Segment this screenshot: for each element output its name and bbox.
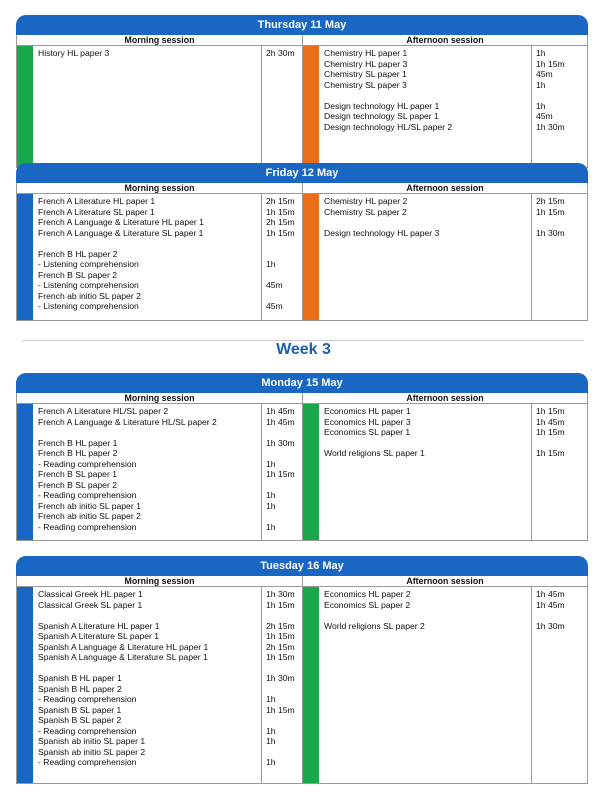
exam-list [319,404,587,540]
session-color-bar [17,587,33,783]
week-title: Week 3 [276,341,331,358]
exam-duration: 1h [266,757,276,767]
exam-row [319,207,587,218]
session-title: Afternoon session [303,35,587,46]
exam-name: French B SL paper 1 [38,469,117,479]
exam-name: Spanish A Literature HL paper 1 [38,620,160,631]
exam-list [319,587,587,783]
exam-name: Spanish B SL paper 2 [38,715,122,725]
exam-duration: 1h 15m [266,652,295,662]
day-table [16,35,588,168]
exam-name: French A Language & Literature HL/SL paper 2 [38,416,217,427]
day-block-friday [16,163,588,321]
exam-name: Spanish A Language & Literature SL paper 1 [38,652,208,662]
session-color-bar [17,46,33,167]
day-table [16,393,588,541]
exam-list [33,194,302,320]
exam-row [319,101,587,112]
exam-row [319,59,587,70]
exam-name: French A Literature HL paper 1 [38,196,156,206]
day-header: Monday 15 May [16,373,588,393]
exam-duration: 1h 15m [266,206,295,217]
exam-name: Spanish B SL paper 1 [38,704,122,715]
exam-duration: 1h [266,458,276,469]
exam-name: Design technology HL paper 1 [324,100,440,111]
exam-name: Classical Greek HL paper 1 [38,589,143,599]
spacer-row [319,610,587,621]
exam-row [319,448,587,459]
exam-duration: 1h 30m [536,121,565,132]
exam-duration: 1h 30m [536,227,565,238]
exam-name: French B SL paper 2 [38,269,117,280]
day-table [16,576,588,784]
exam-name: - Reading comprehension [38,490,137,500]
exam-row [319,48,587,59]
exam-duration: 1h [266,521,276,532]
morning-session [17,393,302,540]
exam-name [33,427,261,438]
exam-duration: 1h 30m [536,620,565,631]
exam-name: Chemistry SL paper 3 [324,79,407,90]
exam-name: - Reading comprehension [38,521,137,532]
exam-duration: 1h [536,100,546,111]
exam-name: World religions SL paper 1 [324,448,425,458]
exam-duration: 45m [536,111,553,121]
exam-name: - Reading comprehension [38,757,137,767]
exam-duration: 1h 15m [536,58,565,69]
session-title: Afternoon session [303,576,587,587]
day-block-thursday [16,15,588,168]
exam-name: Spanish ab initio SL paper 1 [38,736,146,746]
exam-name: French ab initio SL paper 2 [38,511,141,521]
exam-row [319,196,587,207]
day-header: Tuesday 16 May [16,556,588,576]
exam-name: Economics HL paper 2 [324,589,411,599]
exam-duration: 1h 15m [266,469,295,479]
exam-name: French A Language & Literature HL paper 1 [38,217,204,227]
exam-list [319,194,587,320]
exam-row [319,427,587,438]
day-block-tuesday [16,556,588,784]
exam-duration: 1h [266,500,276,511]
exam-name: French A Literature SL paper 1 [38,206,155,217]
spacer-row [319,217,587,228]
exam-row [319,406,587,417]
exam-duration: 1h 15m [536,427,565,437]
exam-name: Chemistry SL paper 2 [324,206,407,217]
exam-duration: 1h 15m [536,206,565,217]
exam-name [319,217,531,228]
exam-duration: 1h 45m [536,416,565,427]
exam-duration: 2h 15m [266,620,295,631]
exam-duration: 1h [266,490,276,500]
exam-name [33,610,261,621]
exam-name [319,90,531,101]
exam-duration: 1h 15m [266,631,295,641]
afternoon-session [302,576,587,783]
morning-session [17,183,302,320]
exam-duration: 1h [266,694,276,704]
session-title: Morning session [17,183,302,194]
session-color-bar [17,404,33,540]
exam-name: - Listening comprehension [38,259,139,269]
exam-row [319,69,587,80]
exam-duration: 1h 45m [266,416,295,427]
exam-list [33,46,302,167]
morning-session [17,35,302,167]
exam-duration: 1h 45m [536,589,565,599]
exam-duration: 1h [536,48,546,58]
exam-name: French A Language & Literature SL paper 1 [38,227,204,238]
exam-name: Chemistry HL paper 2 [324,196,408,206]
session-color-bar [303,46,319,167]
exam-name: - Reading comprehension [38,694,137,704]
exam-row [319,621,587,632]
afternoon-session [302,183,587,320]
exam-name: Economics SL paper 1 [324,427,411,437]
spacer-row [319,90,587,101]
exam-row [319,111,587,122]
exam-name: Spanish A Literature SL paper 1 [38,631,160,641]
exam-duration: 1h [266,725,276,736]
exam-row [319,122,587,133]
exam-name: Design technology HL paper 3 [324,227,440,238]
exam-name [319,438,531,449]
day-table [16,183,588,321]
session-color-bar [303,194,319,320]
exam-name: French ab initio SL paper 2 [38,290,141,301]
exam-duration: 1h 15m [266,227,295,238]
day-header: Friday 12 May [16,163,588,183]
exam-list [33,587,302,783]
session-title: Morning session [17,393,302,404]
exam-duration: 1h 15m [536,448,565,458]
exam-name: Economics HL paper 3 [324,416,411,427]
exam-duration: 45m [266,301,283,311]
exam-row [319,589,587,600]
exam-name: French A Literature HL/SL paper 2 [38,406,169,416]
exam-name [33,663,261,674]
exam-name: History HL paper 3 [38,48,110,58]
exam-name: French ab initio SL paper 1 [38,500,141,511]
exam-name: Spanish B HL paper 1 [38,673,122,683]
session-title: Afternoon session [303,393,587,404]
exam-duration: 1h 45m [536,599,565,610]
session-title: Afternoon session [303,183,587,194]
exam-name: French B HL paper 1 [38,437,118,448]
exam-row [319,228,587,239]
exam-duration: 1h 30m [266,673,295,683]
exam-duration: 1h 30m [266,437,295,448]
exam-duration: 2h 15m [536,196,565,206]
exam-duration: 1h 30m [266,589,295,599]
exam-list [319,46,587,167]
session-title: Morning session [17,576,302,587]
exam-name: Economics HL paper 1 [324,406,411,416]
exam-duration: 45m [536,69,553,79]
exam-name: - Listening comprehension [38,301,139,311]
exam-duration: 1h [266,259,276,269]
exam-duration: 2h 15m [266,196,295,206]
exam-duration: 1h 15m [266,599,295,610]
exam-name: Chemistry HL paper 1 [324,48,408,58]
spacer-row [319,438,587,449]
exam-name: - Reading comprehension [38,458,137,469]
exam-name: Chemistry SL paper 1 [324,69,407,79]
exam-name: - Listening comprehension [38,280,139,290]
exam-duration: 2h 15m [266,641,295,652]
morning-session [17,576,302,783]
exam-row [319,80,587,91]
exam-duration: 1h [536,79,546,90]
exam-name: - Reading comprehension [38,725,137,736]
day-block-monday [16,373,588,541]
exam-duration: 1h [266,736,276,746]
exam-name: French B SL paper 2 [38,479,117,490]
session-color-bar [17,194,33,320]
afternoon-session [302,35,587,167]
exam-name: Spanish ab initio SL paper 2 [38,746,146,757]
exam-name: Classical Greek SL paper 1 [38,599,143,610]
session-color-bar [303,404,319,540]
exam-name [33,238,261,249]
exam-name: French B HL paper 2 [38,448,118,458]
exam-name: Chemistry HL paper 3 [324,58,408,69]
exam-name: Design technology HL/SL paper 2 [324,121,453,132]
afternoon-session [302,393,587,540]
exam-name: French B HL paper 2 [38,248,118,259]
exam-duration: 1h 45m [266,406,295,416]
exam-name: World religions SL paper 2 [324,620,425,631]
exam-duration: 2h 30m [266,48,295,58]
exam-list [33,404,302,540]
session-title: Morning session [17,35,302,46]
exam-name [319,610,531,621]
exam-name: Spanish A Language & Literature HL paper 1 [38,641,209,652]
exam-duration: 45m [266,280,283,290]
exam-duration: 2h 15m [266,217,295,227]
exam-duration: 1h 15m [536,406,565,416]
exam-name: Spanish B HL paper 2 [38,683,122,694]
exam-row [319,417,587,428]
exam-name: Design technology SL paper 1 [324,111,439,121]
exam-row [319,600,587,611]
exam-duration: 1h 15m [266,704,295,715]
exam-name: Economics SL paper 2 [324,599,411,610]
session-color-bar [303,587,319,783]
day-header: Thursday 11 May [16,15,588,35]
